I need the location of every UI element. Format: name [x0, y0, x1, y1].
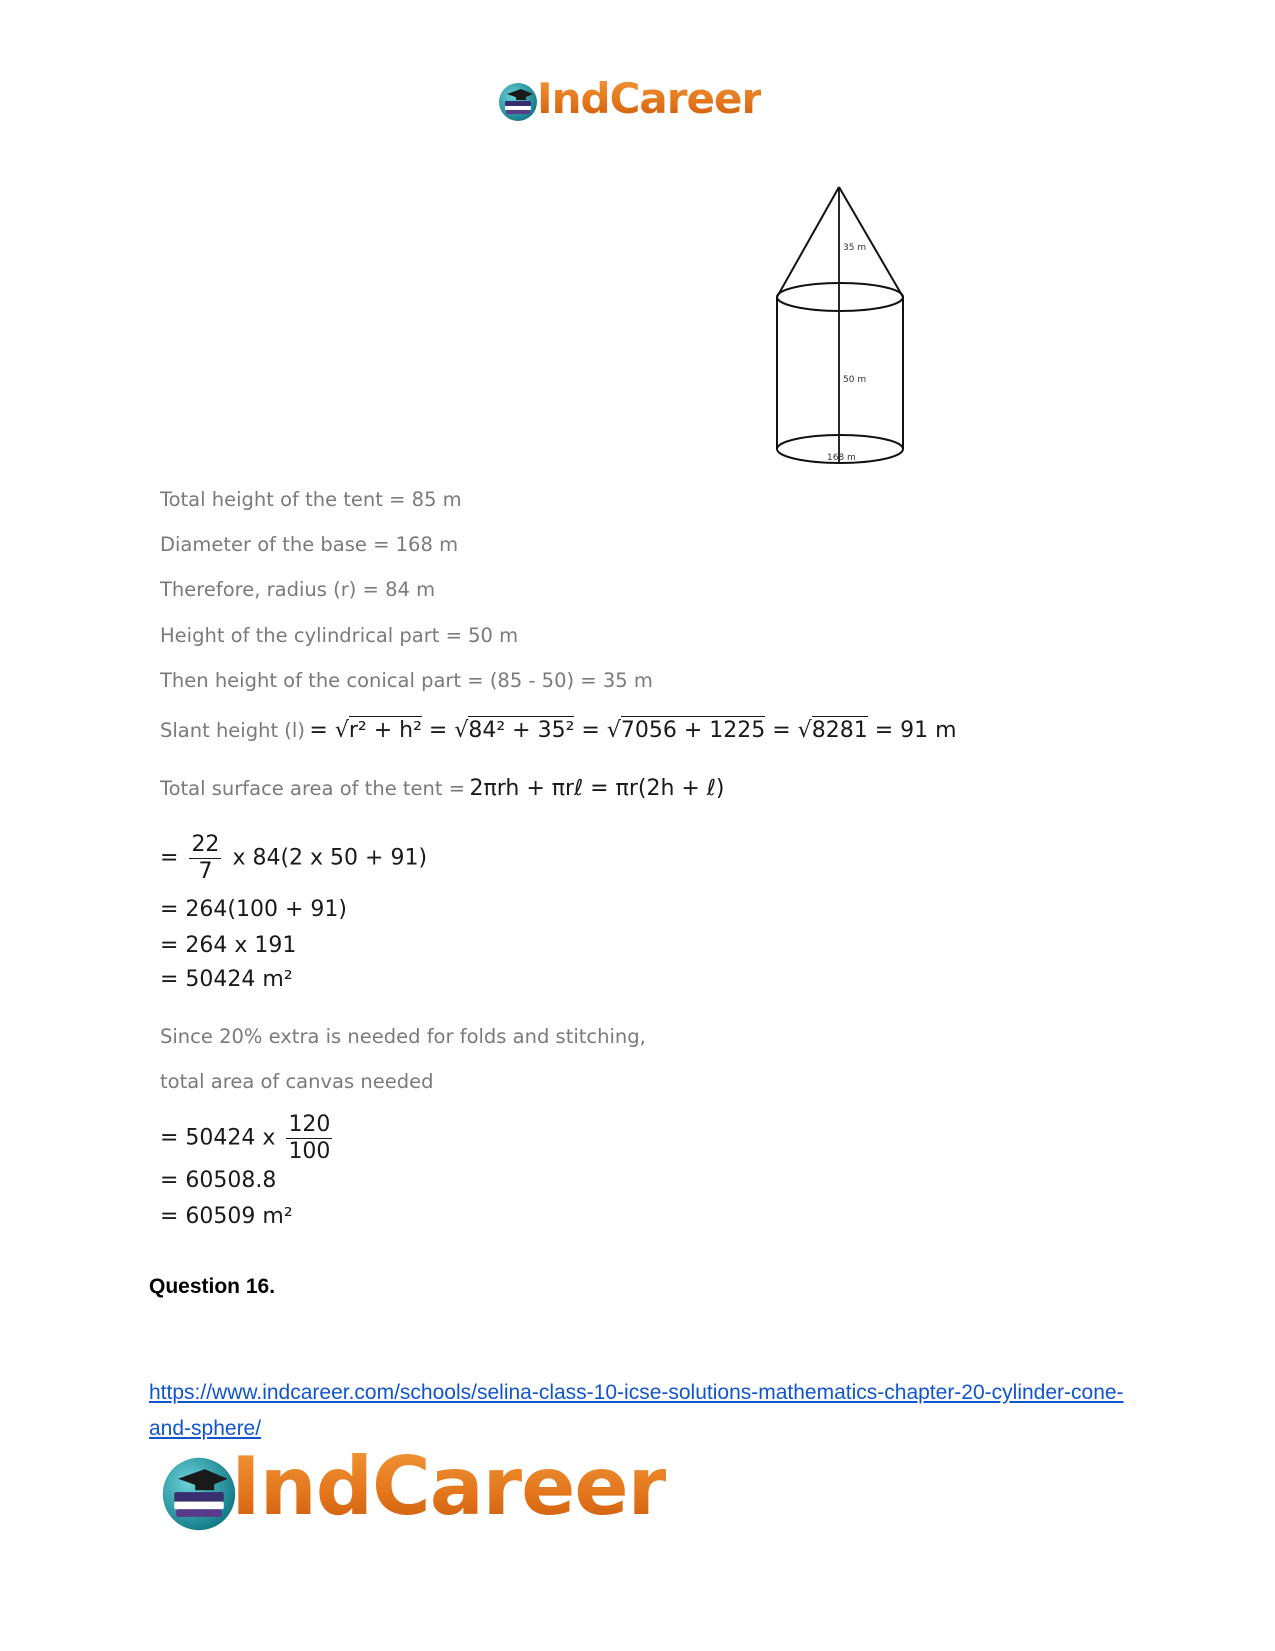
top-ellipse	[777, 283, 903, 311]
line-diameter: Diameter of the base = 168 m	[160, 533, 459, 556]
slant-eq-3: =	[581, 718, 600, 743]
slant-height-row: Slant height (l) = √r² + h² = √84² + 35² = √7056 + 1225 = √8281 = 91 m	[160, 718, 957, 743]
step-1: = $\frac{22}{7}$ x 84(2 x 50 + 91)	[160, 832, 428, 884]
line-since: Since 20% extra is needed for folds and stitching,	[160, 1025, 646, 1048]
tsa-formula: 2πrh + πrℓ = πr(2h + ℓ)	[469, 776, 725, 801]
slant-root-3: 7056 + 1225	[620, 718, 766, 743]
line-radius: Therefore, radius (r) = 84 m	[160, 578, 436, 601]
step-4: = 50424 m²	[160, 967, 293, 992]
slant-result: = 91 m	[874, 718, 957, 743]
slant-root-1: r² + h²	[348, 718, 422, 743]
line-cone-height: Then height of the conical part = (85 - 50) = 35 m	[160, 669, 653, 692]
canvas-step-2: = 60508.8	[160, 1168, 277, 1193]
logo-globe-icon	[497, 81, 539, 123]
slant-eq-1: =	[309, 718, 328, 743]
slant-eq-2: =	[428, 718, 448, 743]
line-total-height: Total height of the tent = 85 m	[160, 488, 462, 511]
cone-height-label: 35 m	[843, 243, 867, 253]
tsa-row	[160, 776, 725, 801]
line-cyl-height: Height of the cylindrical part = 50 m	[160, 624, 519, 647]
diameter-label: 168 m	[827, 453, 856, 463]
slant-label: Slant height (l)	[160, 719, 305, 742]
step-3: = 264 x 191	[160, 933, 297, 958]
slant-root-4: 8281	[811, 718, 868, 743]
canvas-step-1: = 50424 x $\frac{120}{100}$	[160, 1112, 331, 1164]
bottom-ellipse-back	[777, 435, 903, 449]
cone-side-right	[839, 187, 903, 297]
question-heading: Question 16.	[149, 1275, 276, 1298]
fraction-22-7: $\frac{22}{7}$	[191, 832, 220, 884]
footer-logo-globe-icon	[159, 1454, 239, 1534]
slant-eq-4: =	[772, 718, 791, 743]
footer-logo	[159, 1440, 699, 1538]
header-logo	[497, 74, 787, 128]
footer-brand: IndCareer	[231, 1440, 667, 1533]
slant-root-2: 84² + 35²	[468, 718, 575, 743]
cyl-height-label: 50 m	[843, 375, 867, 385]
header-brand: IndCareer	[537, 74, 762, 123]
step-2: = 264(100 + 91)	[160, 897, 347, 922]
cone-side-left	[777, 187, 839, 297]
tsa-label: Total surface area of the tent =	[160, 777, 466, 800]
canvas-step-3: = 60509 m²	[160, 1204, 293, 1229]
fraction-120-100: $\frac{120}{100}$	[288, 1112, 331, 1164]
source-link[interactable]: https://www.indcareer.com/schools/selina-class-10-icse-solutions-mathematics-chapter-20-cylinder-cone-and-sphere/	[149, 1381, 1124, 1440]
line-total-canvas: total area of canvas needed	[160, 1070, 434, 1093]
tent-diagram	[770, 182, 920, 467]
